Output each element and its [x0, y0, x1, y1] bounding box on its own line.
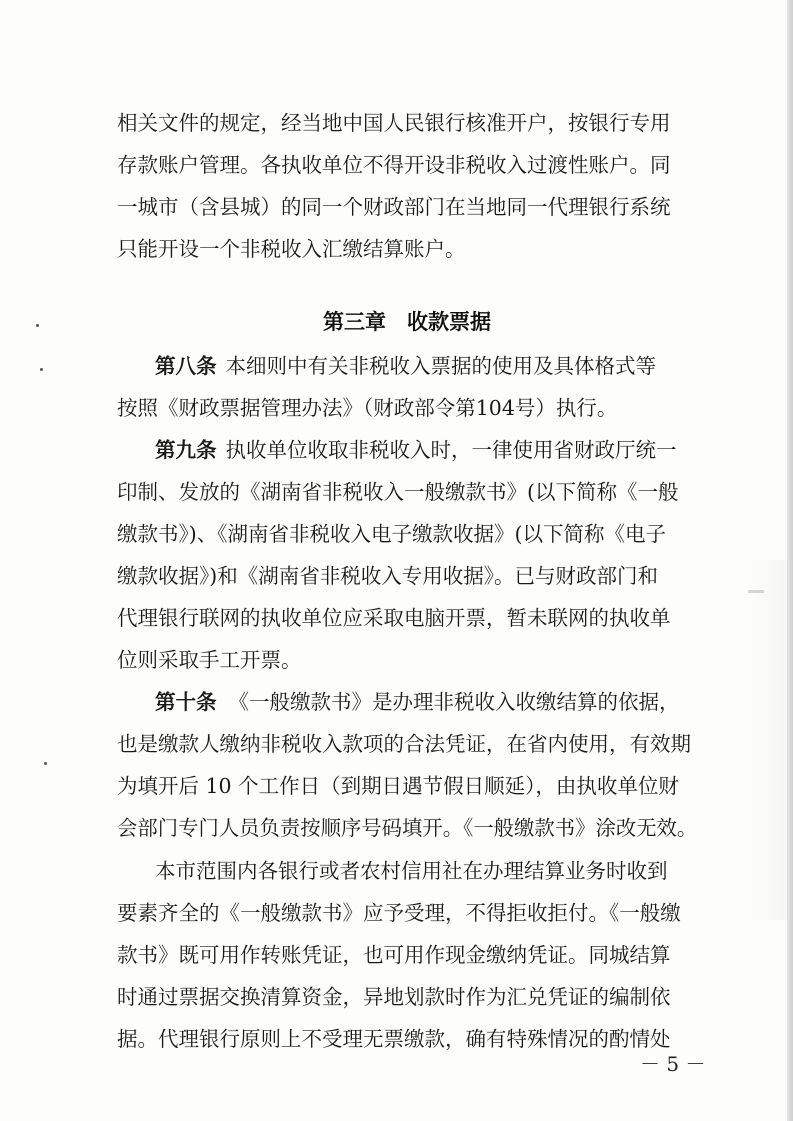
article-9-line: 代理银行联网的执收单位应采取电脑开票，暂未联网的执收单: [117, 606, 671, 630]
article-9-line: 缴款收据》)和《湖南省非税收入专用收据》。已与财政部门和: [117, 564, 658, 588]
article-9-text: 执收单位收取非税收入时，一律使用省财政厅统一: [225, 438, 677, 462]
article-10-line: [117, 685, 680, 715]
article-10-text: 《一般缴款书》是办理非税收入收缴结算的依据，: [228, 690, 680, 714]
intro-line: 只能开设一个非税收入汇缴结算账户。: [117, 237, 466, 261]
article-9-line: 印制、发放的《湖南省非税收入一般缴款书》(以下简称《一般: [117, 480, 679, 504]
article-10-line: 会部门专门人员负责按顺序号码填开。《一般缴款书》涂改无效。: [117, 816, 698, 840]
article-10-label: 第十条: [155, 690, 217, 714]
paragraph-line: 款书》既可用作转账凭证，也可用作现金缴纳凭证。同城结算: [117, 943, 671, 967]
scan-speck: [44, 762, 47, 765]
article-9-line: 位则采取手工开票。: [117, 648, 302, 672]
body-text: [117, 0, 697, 1121]
scan-speck: [36, 324, 39, 327]
article-10-line: 也是缴款人缴纳非税收入款项的合法凭证，在省内使用，有效期: [117, 732, 691, 756]
scan-smudge: [748, 590, 764, 593]
article-8-text: 本细则中有关非税收入票据的使用及具体格式等: [225, 354, 656, 378]
article-9-line: [117, 433, 677, 463]
article-10-line: 为填开后 10 个工作日（到期日遇节假日顺延），由执收单位财: [117, 774, 679, 798]
paragraph-line: 本市范围内各银行或者农村信用社在办理结算业务时收到: [155, 859, 668, 883]
intro-line: 存款账户管理。各执收单位不得开设非税收入过渡性账户。同: [117, 153, 671, 177]
scan-shadow: [748, 560, 788, 920]
article-8-line: 按照《财政票据管理办法》（财政部令第104号）执行。: [117, 396, 618, 420]
article-8-label: 第八条: [155, 354, 217, 378]
paragraph-line: 据。代理银行原则上不受理无票缴款，确有特殊情况的酌情处: [117, 1027, 671, 1051]
paragraph-line: 时通过票据交换清算资金，异地划款时作为汇兑凭证的编制依: [117, 985, 671, 1009]
article-9-label: 第九条: [155, 438, 217, 462]
chapter-title: 第三章 收款票据: [323, 310, 491, 334]
paragraph-line: 要素齐全的《一般缴款书》应予受理，不得拒收拒付。《一般缴: [117, 901, 681, 925]
article-9-line: 缴款书》)、《湖南省非税收入电子缴款收据》(以下简称《电子: [117, 522, 666, 546]
article-8-line: [117, 349, 656, 379]
intro-line: 一城市（含县城）的同一个财政部门在当地同一代理银行系统: [117, 195, 671, 219]
page-number: － 5 －: [640, 1052, 706, 1076]
scan-speck: [40, 368, 43, 371]
intro-line: 相关文件的规定，经当地中国人民银行核准开户，按银行专用: [117, 111, 671, 135]
